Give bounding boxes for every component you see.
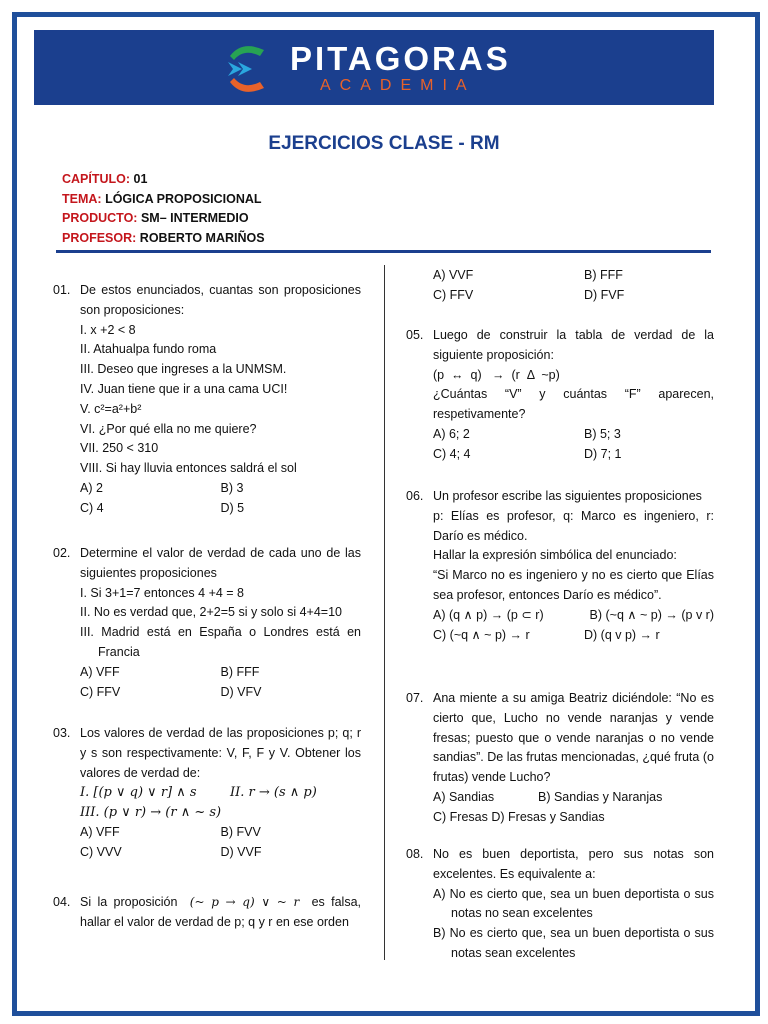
header-divider xyxy=(56,250,711,253)
formula-2: II. r → (s ∧ p) xyxy=(230,785,317,801)
question-06: 06. Un profesor escribe las siguientes proposiciones p: Elías es profesor, q: Marco es ingeniero, r: Darío es médico. Hallar la expresión simbólica del enunciado: “Si Marco no es ingeniero y no es cierto que Elías sea profesor, entonces Darío es médico”. A) (q ∧ p) → (p ⊂ r) B) (~q ∧ ~ p) → (p v r) C) (~q ∧ ~ p) → r D) (q v p) → r xyxy=(406,487,714,645)
question-01: 01. De estos enunciados, cuantas son proposiciones son proposiciones: I. x +2 < 8 II. Atahualpa fundo roma III. Deseo que ingreses a la UNMSM. IV. Juan tiene que ir a una cama UCI! V. c²=a²+b² VI. ¿Por qué ella no me quiere? VII. 250 < 310 VIII. Si hay lluvia entonces saldrá el sol A) 2 B) 3 C) 4 D) 5 xyxy=(53,281,361,519)
option-a: A) VFF xyxy=(80,824,120,839)
formula-3: III. (p ∨ r) → (r ∧ ~ s) xyxy=(80,805,222,821)
options-row-2 xyxy=(433,808,714,828)
option-c: C) 4 xyxy=(80,500,104,515)
option-d: D) VFV xyxy=(220,684,262,699)
list-item: IV. Juan tiene que ir a una cama UCI! xyxy=(80,381,288,396)
meta-topic: TEMA: LÓGICA PROPOSICIONAL xyxy=(62,191,262,206)
list-item: VII. 250 < 310 xyxy=(80,441,159,456)
meta-product: PRODUCTO: SM– INTERMEDIO xyxy=(62,211,249,225)
meta-teacher: PROFESOR: ROBERTO MARIÑOS xyxy=(62,230,265,245)
formula: (~ p → q) ∨ ~ r xyxy=(189,895,300,909)
quote: “Si Marco no es ingeniero y no es cierto que Elías sea profesor, entonces Darío es médico”. xyxy=(433,568,714,602)
option-c: C) 4; 4 xyxy=(433,446,471,461)
options-row-2 xyxy=(433,626,714,646)
question-stem: Si la proposición xyxy=(80,895,178,909)
option-b: B) 3 xyxy=(220,480,244,495)
question-02: 02. Determine el valor de verdad de cada uno de las siguientes proposiciones I. Si 3+1=7 entonces 4 +4 = 8 II. No es verdad que, 2+2=5 si y solo si 4+4=10 III. Madrid está en España o Londres está en Francia A) VFF B) FFF C) FFV D) VFV xyxy=(53,544,361,702)
option-b: B) FVV xyxy=(220,824,261,839)
formula-1: I. [(p ∨ q) ∨ r] ∧ s xyxy=(80,785,197,801)
answer-options xyxy=(433,425,714,465)
answer-options xyxy=(80,663,361,703)
option-b: B) FFF xyxy=(220,664,260,679)
option-d: D) 5 xyxy=(220,500,245,515)
answer-options xyxy=(80,479,361,519)
question-stem: Determine el valor de verdad de cada uno de las siguientes proposiciones xyxy=(80,546,361,580)
option-a: A) 6; 2 xyxy=(433,426,470,441)
question-stem-cont: es falsa, hallar el valor de verdad de p; q y r en ese orden xyxy=(80,895,361,929)
question-03: 03. Los valores de verdad de las proposiciones p; q; r y s son respectivamente: V, F, F y V. Obtener los valores de verdad de: I. [(p ∨ q) ∨ r] ∧ s II. r → (s ∧ p) III. (p ∨ r) → (r ∧ ~ s) A) VFF B) FVV C) VVV D) VVF xyxy=(53,724,361,863)
option-d: D) 7; 1 xyxy=(584,446,622,461)
list-item: III. Madrid está en España o Londres está en Francia xyxy=(80,625,361,659)
question-stem: Un profesor escribe las siguientes proposiciones xyxy=(433,489,702,503)
option-c: C) (~q ∧ ~ p) → r xyxy=(433,627,530,642)
list-item: III. Deseo que ingreses a la UNMSM. xyxy=(80,362,287,377)
question-04-options xyxy=(433,266,713,306)
option-d: D) Fresas y Sandias xyxy=(491,809,605,824)
list-item: I. x +2 < 8 xyxy=(80,322,136,337)
option-c: C) VVV xyxy=(80,844,122,859)
question-05: 05. Luego de construir la tabla de verdad de la siguiente proposición: (p ↔ q) → (r Δ ~p) ¿Cuántas “V” y cuántas “F” aparecen, respetivamente? A) 6; 2 B) 5; 3 C) 4; 4 D) 7; 1 xyxy=(406,326,714,465)
question-07: 07. Ana miente a su amiga Beatriz diciéndole: “No es cierto que, Lucho no vende naranjas y vende fresas; puesto que o vende naranjas o no vende sandias”. De las frutas mencionadas, ¿qué fruta (o frutas) vende Lucho? A) Sandias B) Sandias y Naranjas C) Fresas D) Fresas y Sandias xyxy=(406,689,714,828)
header-banner xyxy=(34,30,714,105)
question-stem: Ana miente a su amiga Beatriz diciéndole: “No es cierto que, Lucho no vende naranjas y vende fresas; puesto que o vende naranjas o no vende sandias”. De las frutas mencionadas, ¿qué fruta (o frutas) vende Lucho? xyxy=(433,691,714,785)
list-item: II. Atahualpa fundo roma xyxy=(80,342,217,357)
question-stem: Luego de construir la tabla de verdad de la siguiente proposición: xyxy=(433,328,714,362)
task: Hallar la expresión simbólica del enunciado: xyxy=(433,548,677,563)
answer-options xyxy=(80,823,361,863)
brand-name: PITAGORAS xyxy=(290,40,511,77)
option-b: B) (~q ∧ ~ p) → (p v r) xyxy=(589,607,714,622)
list-item: V. c²=a²+b² xyxy=(80,401,142,416)
option-b: B) Sandias y Naranjas xyxy=(538,789,663,804)
class-meta xyxy=(62,170,265,248)
formula: (p ↔ q) → (r Δ ~p) xyxy=(433,367,560,382)
brand-subtitle: ACADEMIA xyxy=(320,77,476,94)
options-row-1 xyxy=(433,606,714,626)
option-a: A) Sandias xyxy=(433,789,495,804)
option-d: D) FVF xyxy=(584,287,625,302)
option-b: B) FFF xyxy=(584,268,623,282)
question-stem: No es buen deportista, pero sus notas son excelentes. Es equivalente a: xyxy=(433,847,714,881)
option-d: D) (q v p) → r xyxy=(584,627,660,642)
option-a: A) 2 xyxy=(80,480,103,495)
option-a: A) (q ∧ p) → (p ⊂ r) xyxy=(433,607,544,622)
option-d: D) VVF xyxy=(220,844,262,859)
list-item: II. No es verdad que, 2+2=5 si y solo si 4+4=10 xyxy=(80,605,342,620)
column-divider xyxy=(384,265,385,960)
option-b: B) No es cierto que, sea un buen deportista o sus notas sean excelentes xyxy=(433,926,714,960)
options-row-1 xyxy=(433,788,714,808)
formula-row xyxy=(80,783,361,803)
list-item: I. Si 3+1=7 entonces 4 +4 = 8 xyxy=(80,585,245,600)
page-title: EJERCICIOS CLASE - RM xyxy=(268,133,500,154)
list-item: VI. ¿Por qué ella no me quiere? xyxy=(80,421,257,436)
question-stem: Los valores de verdad de las proposiciones p; q; r y s son respectivamente: V, F, F y V. Obtener los valores de verdad de: xyxy=(80,726,361,780)
option-a: A) No es cierto que, sea un buen deportista o sus notas no sean excelentes xyxy=(433,886,714,921)
option-a: A) VFF xyxy=(80,664,120,679)
question-text: ¿Cuántas “V” y cuántas “F” aparecen, respetivamente? xyxy=(433,387,714,422)
option-c: C) Fresas xyxy=(433,809,488,824)
list-item: VIII. Si hay lluvia entonces saldrá el sol xyxy=(80,461,297,476)
option-a: A) VVF xyxy=(433,268,474,282)
option-c: C) FFV xyxy=(433,287,474,302)
question-stem: De estos enunciados, cuantas son proposiciones son proposiciones: xyxy=(80,283,361,317)
option-c: C) FFV xyxy=(80,684,121,699)
definitions: p: Elías es profesor, q: Marco es ingeniero, r: Darío es médico. xyxy=(433,508,714,543)
answer-options xyxy=(433,266,713,306)
question-04: 04. Si la proposición (~ p → q) ∨ ~ r es falsa, hallar el valor de verdad de p; q y r en ese orden xyxy=(53,895,361,929)
pitagoras-logo-icon xyxy=(220,42,272,96)
meta-chapter: CAPÍTULO: 01 xyxy=(62,172,148,186)
option-b: B) 5; 3 xyxy=(584,426,621,441)
question-08: 08. No es buen deportista, pero sus notas son excelentes. Es equivalente a: A) No es cierto que, sea un buen deportista o sus notas no sean excelentes B) No es cierto que, sea un buen deportista o sus notas sean excelentes xyxy=(406,845,714,964)
